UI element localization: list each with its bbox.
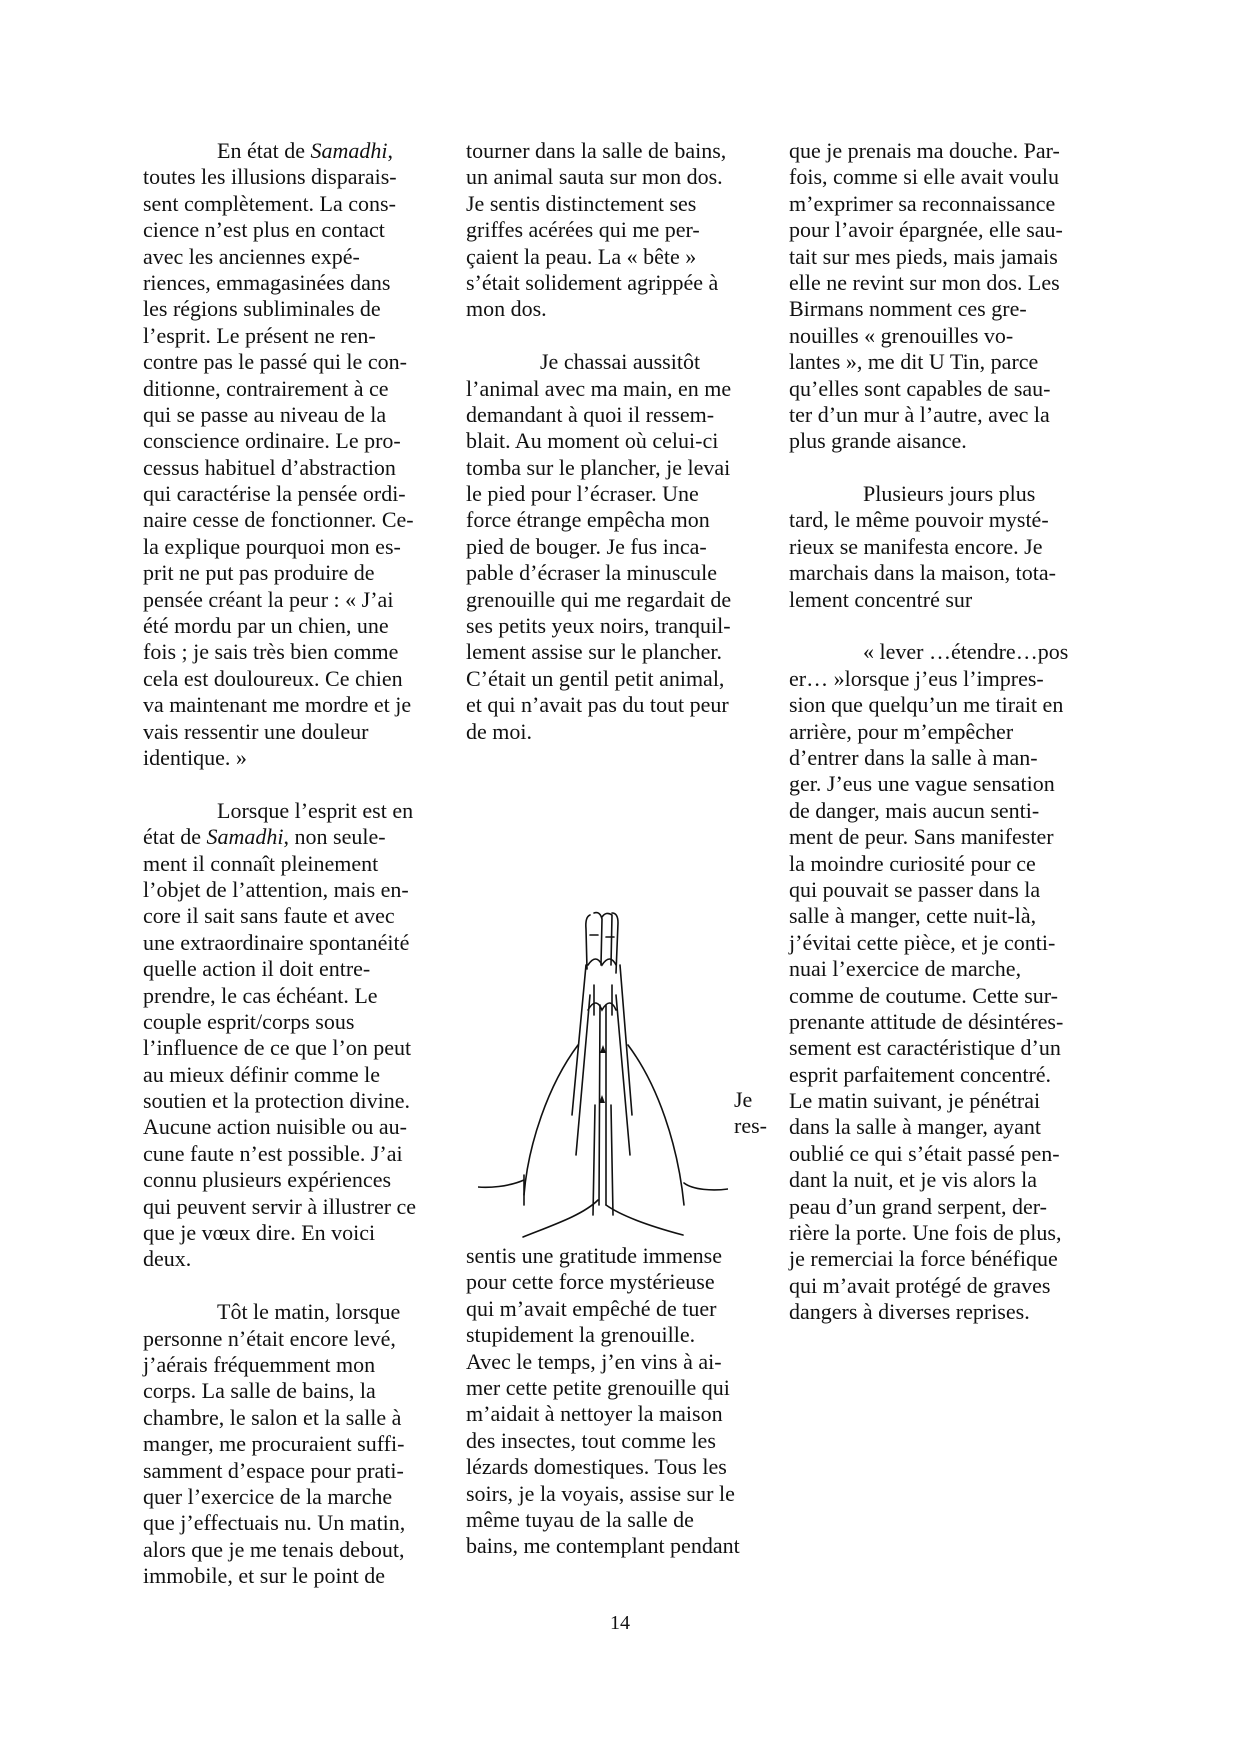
text-line: la explique pourquoi mon es-: [143, 533, 401, 559]
paragraph-3: [789, 666, 1109, 1326]
text-line: manger, me procuraient suffi-: [143, 1431, 405, 1457]
text-line: la moindre curiosité pour ce: [789, 850, 1036, 876]
text-line: sentis une gratitude immense: [466, 1243, 722, 1268]
text-line: dangers à diverses reprises.: [789, 1299, 1030, 1325]
text-line: tomba sur le plancher, je levai: [466, 454, 731, 480]
italic-term-samadhi: Samadhi: [310, 138, 388, 163]
text-line: er… »lorsque j’eus l’impres-: [789, 665, 1044, 691]
paragraph-gap: [789, 455, 1109, 481]
text-line: lantes », me dit U Tin, parce: [789, 349, 1039, 375]
text-line: que je prenais ma douche. Par-: [789, 138, 1060, 163]
text-span: En état de: [217, 138, 311, 163]
text-line: les régions subliminales de: [143, 296, 381, 322]
figure-side-text: Je: [734, 1087, 753, 1112]
text-line: que j’effectuais nu. Un matin,: [143, 1510, 406, 1536]
text-line: Avec le temps, j’en vins à ai-: [466, 1348, 722, 1374]
figure-side-text: res-: [734, 1113, 767, 1138]
text-line: pour l’avoir épargnée, elle sau-: [789, 217, 1063, 243]
text-line: une extraordinaire spontanéité: [143, 929, 410, 955]
text-line: ter d’un mur à l’autre, avec la: [789, 401, 1050, 427]
text-line: samment d’espace pour prati-: [143, 1457, 404, 1483]
text-line: cience n’est plus en contact: [143, 217, 385, 243]
text-line: le pied pour l’écraser. Une: [466, 481, 699, 507]
text-line: fois ; je sais très bien comme: [143, 639, 399, 665]
text-line: couple esprit/corps sous: [143, 1008, 355, 1034]
text-line: ger. J’eus une vague sensation: [789, 771, 1055, 797]
paragraph-1: [466, 138, 776, 323]
text-line: j’aérais fréquemment mon: [143, 1351, 376, 1377]
text-line: été mordu par un chien, une: [143, 613, 389, 639]
paragraph-2: [789, 507, 1109, 613]
text-column-2: [466, 138, 776, 745]
text-line: cune faute n’est possible. J’ai: [143, 1140, 403, 1166]
text-line: fois, comme si elle avait voulu: [789, 164, 1060, 190]
text-line: je remerciai la force bénéfique: [789, 1246, 1058, 1272]
text-line: prenante attitude de désintéres-: [789, 1008, 1064, 1034]
text-line: pour cette force mystérieuse: [466, 1269, 715, 1295]
text-line: l’objet de l’attention, mais en-: [143, 876, 409, 902]
text-line: oublié ce qui s’était passé pen-: [789, 1140, 1060, 1166]
text-line: l’animal avec ma main, en me: [466, 375, 732, 401]
text-line: ditionne, contrairement à ce: [143, 375, 389, 401]
text-line: corps. La salle de bains, la: [143, 1378, 376, 1404]
text-line: de moi.: [466, 718, 532, 744]
text-line: tourner dans la salle de bains,: [466, 138, 727, 163]
text-line: d’entrer dans la salle à man-: [789, 744, 1038, 770]
text-line: sement est caractéristique d’un: [789, 1035, 1061, 1061]
text-line: j’évitai cette pièce, et je conti-: [789, 929, 1056, 955]
text-line: nuai l’exercice de marche,: [789, 956, 1022, 982]
paragraph-first-line: [143, 138, 448, 164]
text-line: même tuyau de la salle de: [466, 1506, 694, 1532]
italic-term-samadhi: Samadhi: [206, 824, 284, 850]
text-line: rière la porte. Une fois de plus,: [789, 1220, 1062, 1246]
text-line: stupidement la grenouille.: [466, 1322, 696, 1348]
paragraph-first-line: Plusieurs jours plus: [863, 481, 1036, 507]
text-line: deux.: [143, 1246, 192, 1272]
text-line: et qui n’avait pas du tout peur: [466, 692, 729, 718]
text-line: nouilles « grenouilles vo-: [789, 322, 1014, 348]
paragraph-first-line: Lorsque l’esprit est en: [217, 797, 414, 823]
paragraph-gap: [143, 771, 448, 797]
paragraph-1: [789, 138, 1109, 455]
text-line: vais ressentir une douleur: [143, 718, 369, 744]
paragraph-first-line: Tôt le matin, lorsque: [217, 1299, 401, 1325]
text-line: avec les anciennes expé-: [143, 243, 360, 269]
text-line: m’aidait à nettoyer la maison: [466, 1401, 723, 1427]
paragraph-first-line: Je chassai aussitôt: [540, 349, 701, 375]
text-line: soirs, je la voyais, assise sur le: [466, 1480, 735, 1506]
text-line: prit ne put pas produire de: [143, 560, 375, 586]
text-line: toutes les illusions disparais-: [143, 164, 397, 190]
text-line: Le matin suivant, je pénétrai: [789, 1088, 1041, 1114]
text-line: lement assise sur le plancher.: [466, 639, 722, 665]
text-line: ment il connaît pleinement: [143, 850, 379, 876]
text-line: conscience ordinaire. Le pro-: [143, 428, 401, 454]
text-line: contre pas le passé qui le con-: [143, 349, 407, 375]
text-line: va maintenant me mordre et je: [143, 692, 412, 718]
text-column-2-continued: [466, 1243, 776, 1560]
paragraph-3: [143, 1326, 448, 1590]
text-line: au mieux définir comme le: [143, 1061, 381, 1087]
text-line: çaient la peau. La « bête »: [466, 243, 697, 269]
text-line: des insectes, tout comme les: [466, 1427, 716, 1453]
praying-hands-illustration: [478, 905, 728, 1240]
text-line: soutien et la protection divine.: [143, 1088, 410, 1114]
text-line: rieux se manifesta encore. Je: [789, 533, 1043, 559]
text-line: blait. Au moment où celui-ci: [466, 428, 719, 454]
text-line: riences, emmagasinées dans: [143, 269, 391, 295]
text-column-3: [789, 138, 1109, 1326]
text-span: état de: [143, 824, 207, 850]
text-line: que je vœux dire. En voici: [143, 1220, 376, 1246]
text-line: pied de bouger. Je fus inca-: [466, 533, 707, 559]
text-line: immobile, et sur le point de: [143, 1563, 385, 1589]
paragraph-gap: [143, 1273, 448, 1299]
text-line: cela est douloureux. Ce chien: [143, 665, 403, 691]
text-line: mon dos.: [466, 296, 547, 322]
text-line: l’esprit. Le présent ne ren-: [143, 322, 376, 348]
text-line: l’influence de ce que l’on peut: [143, 1035, 412, 1061]
text-line: personne n’était encore levé,: [143, 1325, 396, 1351]
paragraph-first-line: « lever …étendre…pos: [863, 639, 1069, 665]
text-line: bains, me contemplant pendant: [466, 1533, 740, 1559]
text-line: sion que quelqu’un me tirait en: [789, 692, 1064, 718]
text-line: quer l’exercice de la marche: [143, 1483, 393, 1509]
text-span: ,: [387, 138, 393, 163]
text-line: pensée créant la peur : « J’ai: [143, 586, 394, 612]
text-line: sent complètement. La cons-: [143, 190, 396, 216]
text-line: qui m’avait protégé de graves: [789, 1272, 1051, 1298]
text-line: tard, le même pouvoir mysté-: [789, 507, 1049, 533]
text-line: qu’elles sont capables de sau-: [789, 375, 1051, 401]
text-line: identique. »: [143, 744, 247, 770]
paragraph-2: [143, 851, 448, 1273]
text-span: , non seule-: [283, 824, 386, 850]
text-line: un animal sauta sur mon dos.: [466, 164, 723, 190]
paragraph-3: [466, 1243, 776, 1560]
text-line: Je sentis distinctement ses: [466, 190, 697, 216]
text-line: [143, 824, 448, 850]
text-line: prendre, le cas échéant. Le: [143, 982, 378, 1008]
text-line: plus grande aisance.: [789, 428, 967, 454]
page-number: 14: [610, 1612, 630, 1634]
text-line: peau d’un grand serpent, der-: [789, 1193, 1047, 1219]
text-line: Birmans nomment ces gre-: [789, 296, 1027, 322]
text-line: grenouille qui me regardait de: [466, 586, 732, 612]
text-line: qui pouvait se passer dans la: [789, 876, 1041, 902]
text-line: arrière, pour m’empêcher: [789, 718, 1014, 744]
text-line: salle à manger, cette nuit-là,: [789, 903, 1037, 929]
text-line: ses petits yeux noirs, tranquil-: [466, 613, 731, 639]
text-line: s’était solidement agrippée à: [466, 269, 719, 295]
text-line: chambre, le salon et la salle à: [143, 1404, 402, 1430]
text-line: dans la salle à manger, ayant: [789, 1114, 1042, 1140]
text-line: elle ne revint sur mon dos. Les: [789, 269, 1060, 295]
text-line: cessus habituel d’abstraction: [143, 454, 396, 480]
text-line: qui se passe au niveau de la: [143, 401, 387, 427]
text-line: tait sur mes pieds, mais jamais: [789, 243, 1058, 269]
text-line: qui caractérise la pensée ordi-: [143, 481, 406, 507]
text-line: dant la nuit, et je vis alors la: [789, 1167, 1038, 1193]
text-line: force étrange empêcha mon: [466, 507, 710, 533]
text-line: griffes acérées qui me per-: [466, 217, 700, 243]
text-line: de danger, mais aucun senti-: [789, 797, 1040, 823]
paragraph-1: [143, 164, 448, 771]
paragraph-gap: [789, 613, 1109, 639]
text-line: quelle action il doit entre-: [143, 956, 371, 982]
text-line: Aucune action nuisible ou au-: [143, 1114, 407, 1140]
text-line: qui m’avait empêché de tuer: [466, 1295, 717, 1321]
text-line: demandant à quoi il ressem-: [466, 401, 715, 427]
text-line: esprit parfaitement concentré.: [789, 1061, 1052, 1087]
text-line: alors que je me tenais debout,: [143, 1536, 405, 1562]
text-line: mer cette petite grenouille qui: [466, 1374, 730, 1400]
text-line: naire cesse de fonctionner. Ce-: [143, 507, 414, 533]
text-column-1: [143, 138, 448, 1589]
text-line: core il sait sans faute et avec: [143, 903, 395, 929]
text-line: comme de coutume. Cette sur-: [789, 982, 1058, 1008]
text-line: ment de peur. Sans manifester: [789, 824, 1054, 850]
paragraph-gap: [466, 323, 776, 349]
text-line: connu plusieurs expériences: [143, 1167, 392, 1193]
text-line: lement concentré sur: [789, 586, 973, 612]
text-line: qui peuvent servir à illustrer ce: [143, 1193, 417, 1219]
text-line: pable d’écraser la minuscule: [466, 560, 718, 586]
text-line: marchais dans la maison, tota-: [789, 560, 1056, 586]
paragraph-2: [466, 376, 776, 745]
text-line: m’exprimer sa reconnaissance: [789, 190, 1056, 216]
text-line: lézards domestiques. Tous les: [466, 1454, 727, 1480]
text-line: C’était un gentil petit animal,: [466, 665, 725, 691]
